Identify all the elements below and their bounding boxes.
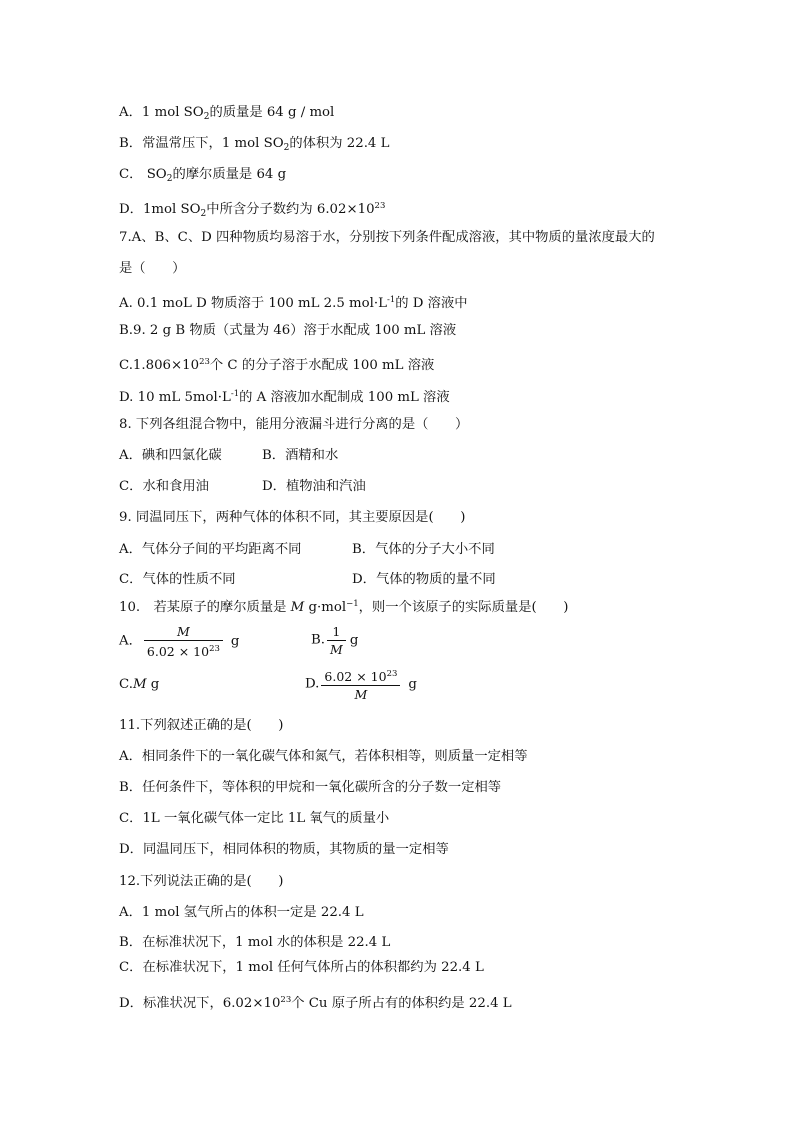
q8-option-c: C．水和食用油 bbox=[119, 479, 209, 494]
q12-option-b: B．在标准状况下，1 mol 水的体积是 22.4 L bbox=[119, 935, 391, 950]
q9-option-a: A．气体分子间的平均距离不同 bbox=[119, 542, 302, 557]
q9-option-d: D．气体的物质的量不同 bbox=[352, 572, 496, 587]
q7-stem-line2: 是（ ） bbox=[119, 261, 186, 276]
q12-option-c: C．在标准状况下，1 mol 任何气体所占的体积都约为 22.4 L bbox=[119, 960, 484, 975]
q9-option-b: B．气体的分子大小不同 bbox=[352, 542, 495, 557]
q12-option-a: A．1 mol 氢气所占的体积一定是 22.4 L bbox=[119, 905, 364, 920]
q6-option-c: C． $SO_2$的摩尔质量是 64 g bbox=[119, 167, 287, 184]
q6-option-d: D．1mol $SO_2$中所含分子数约为 $6.02\times 10^{23}$ bbox=[119, 201, 386, 219]
q10-option-c: C.M g bbox=[119, 677, 160, 692]
q11-option-a: A．相同条件下的一氧化碳气体和氮气，若体积相等，则质量一定相等 bbox=[119, 749, 528, 764]
q10-d-fraction: $\frac{6.02 \times 10^{23}}{M}$ bbox=[321, 667, 400, 702]
q8-option-d: D．植物油和汽油 bbox=[262, 479, 366, 494]
q7-option-b: B.9. 2 g B 物质（式量为 46）溶于水配成 100 mL 溶液 bbox=[119, 323, 457, 338]
q8-stem: 8. 下列各组混合物中，能用分液漏斗进行分离的是（ ） bbox=[119, 417, 469, 432]
q7-option-a: A. 0.1 moL D 物质溶于 100 mL 2.5 $mol\cdot L^{-1}$的 D 溶液中 bbox=[119, 295, 468, 311]
q8-option-a: A．碘和四氯化碳 bbox=[119, 448, 222, 463]
q11-option-b: B．任何条件下，等体积的甲烷和一氧化碳所含的分子数一定相等 bbox=[119, 780, 502, 795]
q10-b-fraction: $\frac{1}{M}$ bbox=[327, 624, 346, 657]
q10-a-fraction: $\frac{M}{6.02 \times 10^{23}}$ bbox=[144, 624, 223, 659]
q12-option-d: D．标准状况下，$6.02\times 10^{23}$个 Cu 原子所占有的体积约是 22.4 L bbox=[119, 995, 512, 1011]
q6-option-b: B．常温常压下，1 mol $SO_2$的体积为 22.4 L bbox=[119, 136, 390, 153]
q11-option-c: C．1L 一氧化碳气体一定比 1L 氧气的质量小 bbox=[119, 811, 390, 826]
q6-option-a: A．1 mol $SO_2$的质量是 64 g / mol bbox=[119, 105, 335, 122]
q7-option-d: D. 10 mL $5mol\cdot L^{-1}$的 A 溶液加水配制成 100 mL 溶液 bbox=[119, 389, 450, 405]
q10-option-a: A． $\frac{M}{6.02 \times 10^{23}}$ g bbox=[119, 624, 240, 659]
q7-stem-line1: 7.A、B、C、D 四种物质均易溶于水，分别按下列条件配成溶液，其中物质的量浓度最大的 bbox=[119, 230, 655, 245]
q8-option-b: B．酒精和水 bbox=[262, 448, 339, 463]
q9-option-c: C．气体的性质不同 bbox=[119, 572, 236, 587]
q10-option-d: D. $\frac{6.02 \times 10^{23}}{M}$ g bbox=[305, 669, 417, 702]
q9-stem: 9. 同温同压下，两种气体的体积不同，其主要原因是( ) bbox=[119, 510, 466, 525]
q11-stem: 11.下列叙述正确的是( ) bbox=[119, 718, 284, 733]
q10-option-b: B. $\frac{1}{M}$ g bbox=[311, 624, 359, 657]
q11-option-d: D．同温同压下，相同体积的物质，其物质的量一定相等 bbox=[119, 842, 449, 857]
q12-stem: 12.下列说法正确的是( ) bbox=[119, 874, 284, 889]
q7-option-c: $C.1.806\times 10^{23}$个 C 的分子溶于水配成 100 mL 溶液 bbox=[119, 357, 435, 373]
q10-stem: 10. 若某原子的摩尔质量是 M g·mol$^{-1}$，则一个该原子的实际质量是( ) bbox=[119, 599, 569, 615]
